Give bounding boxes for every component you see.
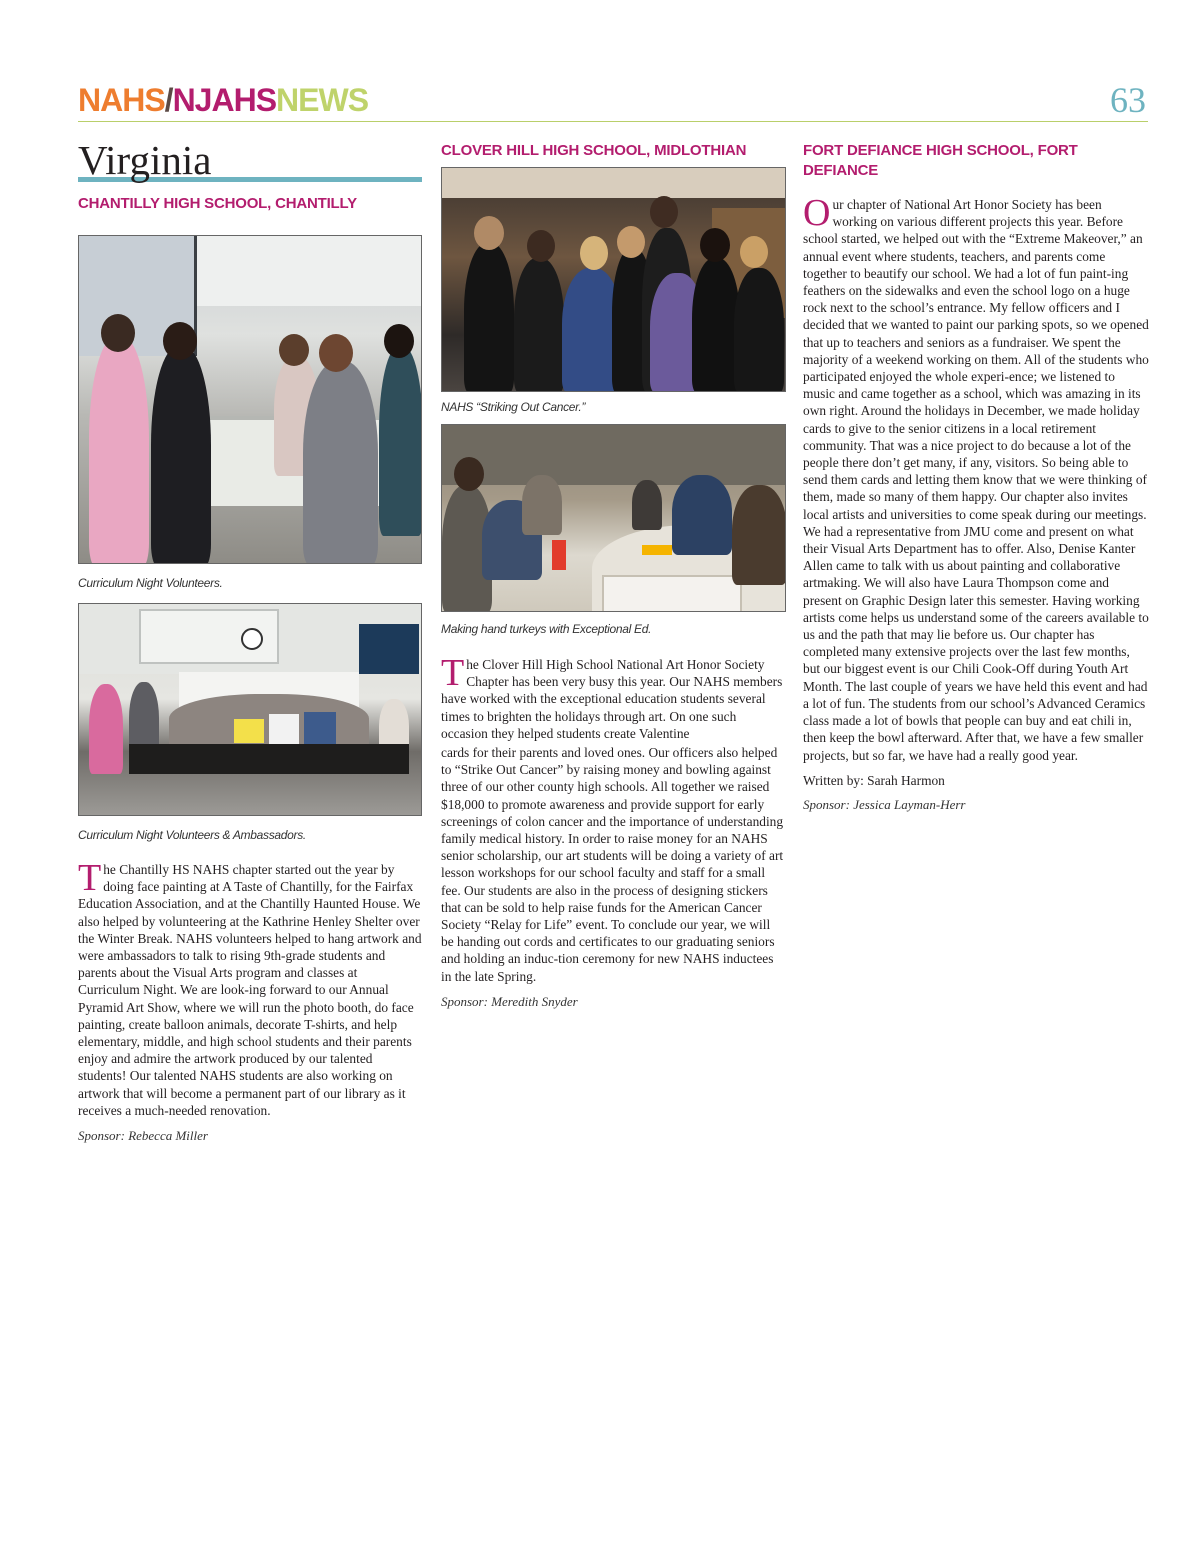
drop-cap: O (803, 192, 831, 234)
drop-cap: T (78, 857, 102, 899)
masthead (78, 82, 368, 118)
photo-volunteers-ambassadors (78, 603, 422, 816)
page-header (78, 80, 1148, 122)
school-heading-fort-defiance: FORT DEFIANCE HIGH SCHOOL, FORT DEFIANCE (803, 142, 1078, 179)
state-title: Virginia (78, 137, 212, 183)
photo-scene (442, 168, 785, 391)
masthead-slash: / (164, 82, 173, 118)
article-body (803, 192, 1149, 764)
photo-striking-out-cancer (441, 167, 786, 392)
school-heading-chantilly: CHANTILLY HIGH SCHOOL, CHANTILLY (78, 195, 357, 212)
masthead-news: NEWS (276, 82, 369, 118)
column-clover-hill (441, 138, 786, 1011)
photo-curriculum-night-volunteers (78, 235, 422, 564)
photo-scene (442, 425, 785, 611)
photo-scene (79, 604, 421, 815)
article-text: he Chantilly HS NAHS chapter started out the year by doing face painting at A Taste of Chantilly, for the Fairfax Education Association, and at the Chantilly Haunted House. We also helped by volunteering at the Kathrine Henley Shelter over the Winter Break. NAHS volunteers helped to hang artwork and were ambassadors to talk to rising 9th-grade students and parents about the Visual Arts program and classes at Curriculum Night. We are look-ing forward to our Annual Pyramid Art Show, where we will run the photo booth, do face painting, create balloon animals, decorate T-shirts, and help elementary, middle, and high school students and their parents enjoy and admire the artwork produced by our talented students! Our talented NAHS students are also working on artwork that will become a permanent part of our library as it receives a much-needed renovation. (78, 862, 422, 1118)
article-text: ur chapter of National Art Honor Society has been working on various different projects this year. Before school started, we helped out with the “Extreme Makeover,” an annual event where students, teachers, and parents come together to beautify our school. We had a lot of fun paint-ing feathers on the sidewalks and even the school logo on a huge rock next to the school’s entrance. My fellow officers and I decided that we wanted to paint our parking spots, so we opened that up to teachers and seniors as a fundraiser. We spent the majority of a weekend working on them. All of the students who participated enjoyed the whole experi-ence; we listened to music and came together as a school, which was amazing in its own right. Around the holidays in December, we made holiday cards to give to the senior citizens in a local retirement community. That was a nice project to do because a lot of the people there don’t get many, if any, visitors. So being able to send them cards and letting them know that we were thinking of them, made so many of them happy. Our chapter also invites local artists and universities to come speak during our meetings. We had a representative from JMU come and present on what their Visual Arts Department has to offer. Also, Denise Kanter Allen came to talk with us about painting and collaborative artmaking. We will also have Laura Thompson come and present on Graphic Design later this semester. Having working artists come helps us understand some of the careers available to us and the path that may lie before us. Our chapter has completed many extensive projects over the last few months, but our biggest event is our Chili Cook-Off during Youth Art Month. The last couple of years we have held this event and had a lot of fun. The students from our school’s Advanced Ceramics class made a lot of bowls that people can buy and eat chili in, then keep the bowl afterward. After that, we have a few smaller projects, but so far, we have had a really good year. (803, 197, 1149, 763)
article-body (78, 857, 422, 1119)
sponsor-credit: Sponsor: Meredith Snyder (441, 993, 578, 1009)
page-number: 63 (1110, 80, 1146, 120)
article-body-part2: cards for their parents and loved ones. Our officers also helped to “Strike Out Cancer” by raising money and bowling against three of our other county high schools. All together we raised $18,000 to promote awareness and provide support for early screenings of colon cancer and the importance of understanding family medical history. In order to raise money for an NAHS senior scholarship, our art students will be doing a variety of art lesson workshops for our school faculty and staff for a small fee. Our students are also in the process of designing stickers that can be sold to help raise funds for the American Cancer Society “Relay for Life” event. To conclude our year, we will be handing out cords and certificates to our graduating seniors and holding an induc-tion ceremony for new NAHS inductees in the late Spring. (441, 745, 784, 984)
photo-caption: Curriculum Night Volunteers & Ambassadors. (78, 828, 306, 842)
author-byline: Written by: Sarah Harmon (803, 772, 945, 788)
article-body-part1 (441, 652, 786, 744)
photo-scene (79, 236, 421, 563)
school-heading-clover-hill: CLOVER HILL HIGH SCHOOL, MIDLOTHIAN (441, 142, 747, 159)
masthead-njahs: NJAHS (172, 82, 277, 118)
masthead-nahs: NAHS (78, 82, 165, 118)
column-fort-defiance (803, 138, 1149, 814)
sponsor-credit: Sponsor: Rebecca Miller (78, 1128, 208, 1144)
column-chantilly (78, 138, 422, 1145)
photo-caption: Making hand turkeys with Exceptional Ed. (441, 622, 652, 636)
photo-hand-turkeys (441, 424, 786, 612)
photo-caption: Curriculum Night Volunteers. (78, 576, 223, 590)
drop-cap: T (441, 652, 465, 694)
photo-caption: NAHS “Striking Out Cancer.” (441, 400, 586, 414)
sponsor-credit: Sponsor: Jessica Layman-Herr (803, 796, 966, 812)
article-text: he Clover Hill High School National Art Honor Society Chapter has been very busy this year. Our NAHS members have worked with the exceptional education students several times to brighten the holidays through art. On one such occasion they helped students create Valentine (441, 657, 783, 741)
